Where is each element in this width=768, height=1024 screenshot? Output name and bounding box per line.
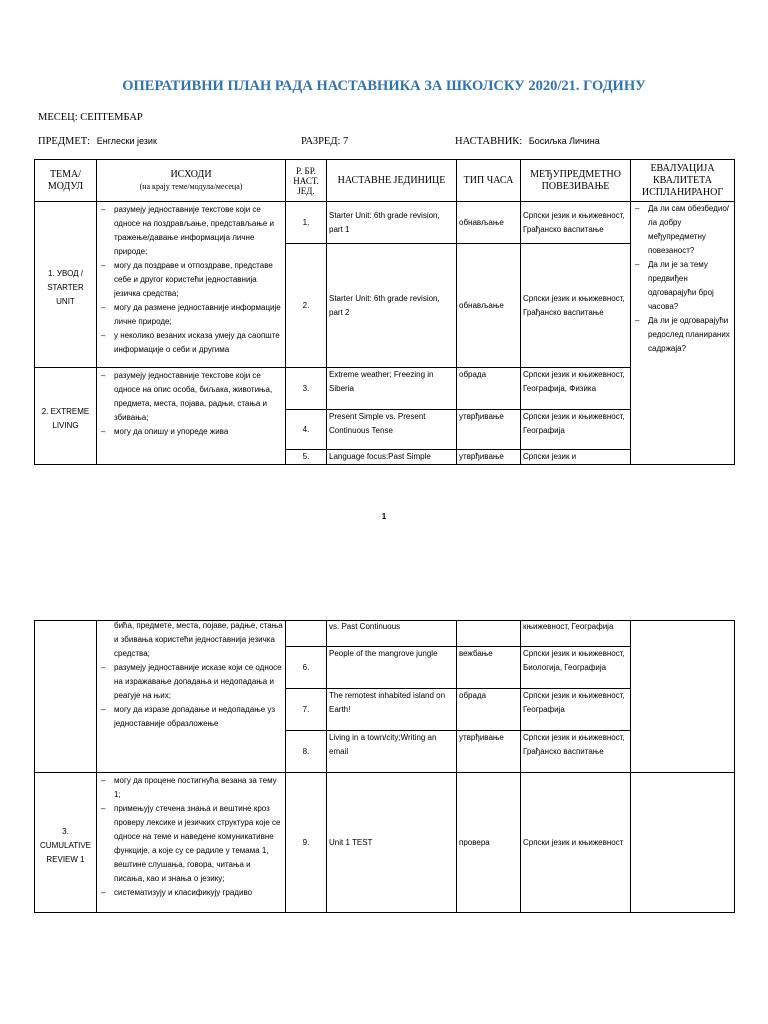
row-num: 2. bbox=[286, 244, 327, 368]
outcome-item: – разумеју једноставније исказе који се односе на изражавање допадања и недопадања и реагује на њих; bbox=[99, 661, 283, 703]
lesson-type: обрада bbox=[457, 689, 521, 731]
cross-subject: Српски језик и књижевност, Грађанско васпитање bbox=[521, 202, 631, 244]
row-num: 3. bbox=[286, 368, 327, 410]
unit-title: Unit 1 TEST bbox=[327, 773, 457, 913]
unit-title: vs. Past Continuous bbox=[327, 621, 457, 647]
teacher-label: НАСТАВНИК: bbox=[455, 136, 523, 147]
cross-subject: Српски језик и књижевност, Географија bbox=[521, 410, 631, 450]
col-type-header: ТИП ЧАСА bbox=[457, 160, 521, 202]
cross-subject: Српски језик и књижевност, Биологија, Географија bbox=[521, 647, 631, 689]
col-topic-header: ТЕМА/ МОДУЛ bbox=[35, 160, 97, 202]
col-num-header: Р. БР. НАСТ. ЈЕД. bbox=[286, 160, 327, 202]
outcome-item: – могу да изразе допадање и недопадање уз једноставније образложење bbox=[99, 703, 283, 731]
outcome-item: – могу да поздраве и отпоздраве, представе себе и другог користећи једноставнија језичка средства; bbox=[99, 259, 283, 301]
outcome-item: – могу да процене постигнућа везана за тему 1; bbox=[99, 774, 283, 802]
topic-cell-2: 2. EXTREME LIVING bbox=[35, 368, 97, 465]
teacher-value: Босиљка Личина bbox=[528, 136, 600, 146]
lesson-type: утврђивање bbox=[457, 450, 521, 465]
plan-table-page2 bbox=[34, 620, 735, 913]
outcome-item: – разумеју једноставније текстове који се односе на поздрављање, представљање и тражење/давање информација личне природе; bbox=[99, 203, 283, 259]
unit-title: Extreme weather; Freezing in Siberia bbox=[327, 368, 457, 410]
row-num: 6. bbox=[286, 647, 327, 689]
col-units-header: НАСТАВНЕ ЈЕДИНИЦЕ bbox=[327, 160, 457, 202]
outcome-item: бића, предмете, места, појаве, радње, стања и збивања користећи једноставнија језичка средства; bbox=[114, 621, 283, 658]
outcome-item: – примењују стечена знања и вештине кроз проверу лексике и језичких структура које се односе на теме и наведене комуникативне функције, а које су се радиле у темама 1, вештине слушања, говора, читања и писања, као и знања о језику; bbox=[99, 802, 283, 886]
evaluation-cell bbox=[631, 202, 735, 465]
row-num: 1. bbox=[286, 202, 327, 244]
outcome-item: – разумеју једноставније текстове који се односе на опис особа, биљака, животиња, предмета, места, појава, радњи, стања и збивања; bbox=[99, 369, 283, 425]
cross-subject: књижевност, Географија bbox=[521, 621, 631, 647]
row-num: 4. bbox=[286, 410, 327, 450]
cross-subject: Српски језик и књижевност, Географија bbox=[521, 689, 631, 731]
outcomes-cell-3 bbox=[97, 773, 286, 913]
topic-cell-3: 3. CUMULATIVE REVIEW 1 bbox=[35, 773, 97, 913]
cross-subject: Српски језик и књижевност, Грађанско васпитање bbox=[521, 244, 631, 368]
lesson-type: вежбање bbox=[457, 647, 521, 689]
lesson-type: обрада bbox=[457, 368, 521, 410]
unit-title: The remotest inhabited island on Earth! bbox=[327, 689, 457, 731]
grade-label: РАЗРЕД: 7 bbox=[301, 136, 349, 147]
month-label: МЕСЕЦ: СЕПТЕМБАР bbox=[38, 112, 143, 123]
cross-subject: Српски језик и књижевност, Географија, Физика bbox=[521, 368, 631, 410]
col-cross-header: МЕЂУПРЕДМЕТНО ПОВЕЗИВАЊЕ bbox=[521, 160, 631, 202]
topic-cell-1: 1. УВОД / STARTER UNIT bbox=[35, 202, 97, 368]
unit-title: Language focus:Past Simple bbox=[327, 450, 457, 465]
row-num: 7. bbox=[286, 689, 327, 731]
outcomes-cell-2-cont bbox=[97, 621, 286, 773]
page-number: 1 bbox=[381, 512, 387, 521]
cross-subject: Српски језик и књижевност bbox=[521, 773, 631, 913]
unit-title: Present Simple vs. Present Continuous Tense bbox=[327, 410, 457, 450]
cross-subject: Српски језик и књижевност, Грађанско васпитање bbox=[521, 731, 631, 773]
row-num: 5. bbox=[286, 450, 327, 465]
topic-cell-2-cont bbox=[35, 621, 97, 773]
outcome-item: – систематизују и класификују градиво bbox=[99, 886, 283, 900]
unit-title: Starter Unit: 6th grade revision, part 1 bbox=[327, 202, 457, 244]
outcomes-header-title: ИСХОДИ bbox=[170, 168, 212, 180]
subject-row bbox=[38, 136, 157, 147]
evaluation-cell-2 bbox=[631, 621, 735, 773]
outcomes-header-sub: (на крају теме/модула/месеца) bbox=[139, 181, 243, 191]
lesson-type: утврђивање bbox=[457, 410, 521, 450]
outcome-item: – могу да размене једноставније информације личне природе; bbox=[99, 301, 283, 329]
evaluation-item: – Да ли сам обезбедио/ла добру међупредметну повезаност? bbox=[633, 202, 732, 258]
evaluation-cell-3 bbox=[631, 773, 735, 913]
lesson-type bbox=[457, 621, 521, 647]
evaluation-item: – Да ли је за тему предвиђен одговарајући број часова? bbox=[633, 258, 732, 314]
row-num: 8. bbox=[286, 731, 327, 773]
subject-value: Енглески језик bbox=[96, 136, 157, 146]
evaluation-item: – Да ли је одговарајући редослед планираних садржаја? bbox=[633, 314, 732, 356]
lesson-type: утврђивање bbox=[457, 731, 521, 773]
lesson-type: провера bbox=[457, 773, 521, 913]
plan-table-page1 bbox=[34, 159, 735, 465]
cross-subject: Српски језик и bbox=[521, 450, 631, 465]
unit-title: People of the mangrove jungle bbox=[327, 647, 457, 689]
outcome-item: – у неколико везаних исказа умеју да саопште информације о себи и другима bbox=[99, 329, 283, 357]
outcome-item: – могу да опишу и упореде жива bbox=[99, 425, 283, 439]
row-num bbox=[286, 621, 327, 647]
unit-title: Living in a town/city;Writing an email bbox=[327, 731, 457, 773]
row-num: 9. bbox=[286, 773, 327, 913]
document-title: ОПЕРАТИВНИ ПЛАН РАДА НАСТАВНИКА ЗА ШКОЛСКУ 2020/21. ГОДИНУ bbox=[122, 78, 646, 94]
unit-title: Starter Unit: 6th grade revision, part 2 bbox=[327, 244, 457, 368]
lesson-type: обнављање bbox=[457, 202, 521, 244]
outcomes-cell-1 bbox=[97, 202, 286, 368]
teacher-row bbox=[455, 136, 600, 147]
subject-label: ПРЕДМЕТ: bbox=[38, 136, 91, 147]
outcomes-cell-2 bbox=[97, 368, 286, 465]
col-outcomes-header bbox=[97, 160, 286, 202]
lesson-type: обнављање bbox=[457, 244, 521, 368]
col-eval-header: ЕВАЛУАЦИЈА КВАЛИТЕТА ИСПЛАНИРАНОГ bbox=[631, 160, 735, 202]
